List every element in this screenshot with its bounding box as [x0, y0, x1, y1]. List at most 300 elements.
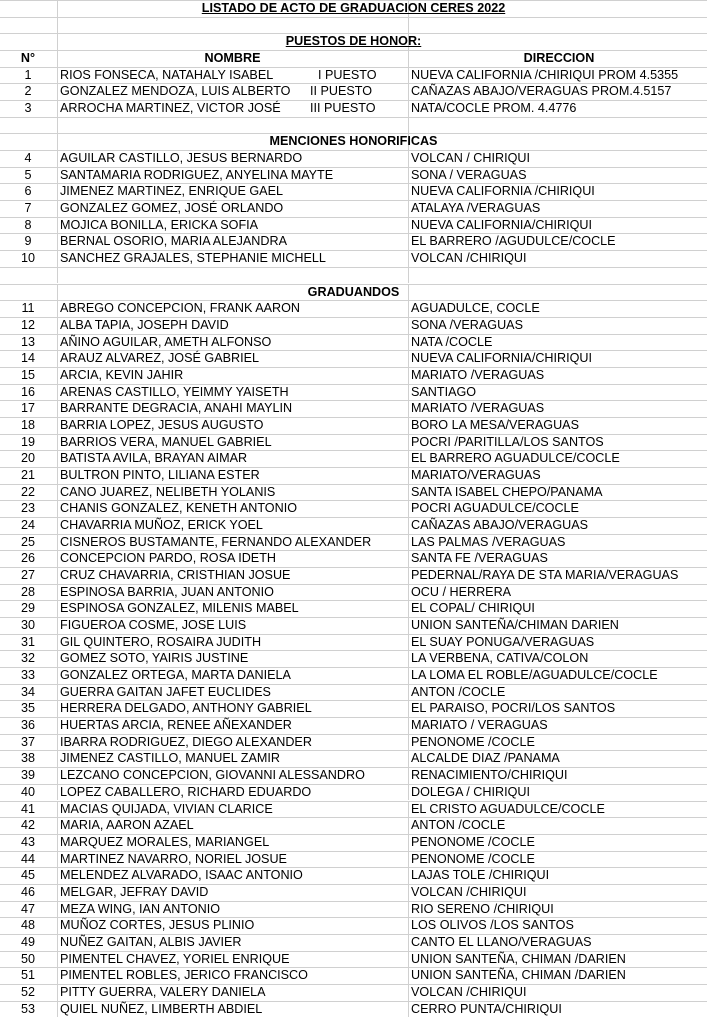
- graduando-row: [0, 500, 707, 517]
- row-number: 3: [24, 101, 32, 116]
- student-name: JIMENEZ MARTINEZ, ENRIQUE GAEL: [60, 184, 283, 199]
- column-gridline: [408, 867, 409, 884]
- student-name: ABREGO CONCEPCION, FRANK AARON: [60, 301, 301, 316]
- student-address: PEDERNAL/RAYA DE STA MARIA/VERAGUAS: [411, 568, 679, 583]
- column-gridline: [408, 951, 409, 968]
- row-number: 33: [20, 668, 35, 683]
- menciones-header-row: [0, 133, 707, 150]
- column-gridline: [57, 584, 58, 601]
- student-address: EL PARAISO, POCRI/LOS SANTOS: [411, 701, 616, 716]
- column-gridline: [408, 500, 409, 517]
- graduando-row: [0, 300, 707, 317]
- column-gridline: [57, 617, 58, 634]
- column-gridline: [57, 750, 58, 767]
- row-number: 9: [24, 234, 32, 249]
- student-name: AÑINO AGUILAR, AMETH ALFONSO: [60, 334, 272, 349]
- column-gridline: [408, 750, 409, 767]
- student-name: GONZALEZ GOMEZ, JOSÉ ORLANDO: [60, 201, 284, 216]
- student-address: MARIATO / VERAGUAS: [411, 718, 548, 733]
- mencion-row: [0, 233, 707, 250]
- column-gridline: [57, 300, 58, 317]
- graduandos-header-row: [0, 284, 707, 301]
- graduando-row: [0, 567, 707, 584]
- row-number: 47: [20, 901, 35, 916]
- student-name: MARQUEZ MORALES, MARIANGEL: [60, 834, 270, 849]
- mencion-row: [0, 217, 707, 234]
- student-name: CISNEROS BUSTAMANTE, FERNANDO ALEXANDER: [60, 534, 372, 549]
- row-number: 17: [20, 401, 35, 416]
- graduando-row: [0, 684, 707, 701]
- column-gridline: [57, 817, 58, 834]
- student-name: SANTAMARIA RODRIGUEZ, ANYELINA MAYTE: [60, 167, 334, 182]
- honor-header-row: [0, 33, 707, 50]
- student-address: SANTA FE /VERAGUAS: [411, 551, 548, 566]
- column-gridline: [57, 1001, 58, 1018]
- student-name: CRUZ CHAVARRIA, CRISTHIAN JOSUE: [60, 568, 291, 583]
- column-gridline: [408, 984, 409, 1001]
- student-address: VOLCAN /CHIRIQUI: [411, 984, 527, 999]
- student-name: LEZCANO CONCEPCION, GIOVANNI ALESSANDRO: [60, 768, 365, 783]
- column-gridline: [57, 500, 58, 517]
- student-name: BERNAL OSORIO, MARIA ALEJANDRA: [60, 234, 287, 249]
- column-gridline: [57, 367, 58, 384]
- student-name: HUERTAS ARCIA, RENEE AÑEXANDER: [60, 718, 292, 733]
- column-gridline: [408, 667, 409, 684]
- mencion-row: [0, 183, 707, 200]
- column-gridline: [57, 901, 58, 918]
- column-gridline: [408, 300, 409, 317]
- column-gridline: [57, 801, 58, 818]
- student-name: ESPINOSA GONZALEZ, MILENIS MABEL: [60, 601, 299, 616]
- graduando-row: [0, 550, 707, 567]
- student-address: RENACIMIENTO/CHIRIQUI: [411, 768, 568, 783]
- row-number: 23: [20, 501, 35, 516]
- column-gridline: [408, 434, 409, 451]
- column-gridline: [408, 117, 409, 134]
- student-name: MELGAR, JEFRAY DAVID: [60, 884, 209, 899]
- student-address: UNION SANTEÑA, CHIMAN /DARIEN: [411, 951, 626, 966]
- student-address: MARIATO /VERAGUAS: [411, 367, 545, 382]
- column-gridline: [408, 801, 409, 818]
- blank-row: [0, 117, 707, 134]
- row-number: 2: [24, 84, 32, 99]
- student-address: EL COPAL/ CHIRIQUI: [411, 601, 535, 616]
- column-gridline: [57, 217, 58, 234]
- student-name: GIL QUINTERO, ROSAIRA JUDITH: [60, 634, 262, 649]
- honor-rank: I PUESTO: [318, 67, 377, 82]
- column-gridline: [408, 67, 409, 84]
- student-address: CAÑAZAS ABAJO/VERAGUAS: [411, 518, 589, 532]
- column-gridline: [408, 50, 409, 67]
- column-gridline: [57, 267, 58, 284]
- student-name: CANO JUAREZ, NELIBETH YOLANIS: [60, 484, 276, 499]
- column-gridline: [408, 250, 409, 267]
- column-gridline: [57, 17, 58, 34]
- column-gridline: [408, 367, 409, 384]
- student-address: PENONOME /COCLE: [411, 734, 535, 749]
- row-number: 8: [24, 217, 32, 232]
- student-name: AGUILAR CASTILLO, JESUS BERNARDO: [60, 151, 303, 166]
- row-number: 11: [21, 301, 35, 316]
- student-name: FIGUEROA COSME, JOSE LUIS: [60, 618, 247, 633]
- graduando-row: [0, 650, 707, 667]
- column-gridline: [408, 650, 409, 667]
- column-gridline: [57, 350, 58, 367]
- row-number: 22: [20, 484, 35, 499]
- column-gridline: [408, 567, 409, 584]
- row-number: 36: [20, 718, 35, 733]
- student-name: PIMENTEL CHAVEZ, YORIEL ENRIQUE: [60, 951, 290, 966]
- column-gridline: [57, 50, 58, 67]
- graduando-row: [0, 1001, 707, 1018]
- blank-row: [0, 267, 707, 284]
- graduando-row: [0, 834, 707, 851]
- graduando-row: [0, 417, 707, 434]
- student-address: PENONOME /COCLE: [411, 851, 535, 866]
- student-address: AGUADULCE, COCLE: [411, 301, 540, 316]
- column-gridline: [57, 984, 58, 1001]
- student-address: NUEVA CALIFORNIA/CHIRIQUI: [411, 217, 593, 232]
- row-number: 52: [20, 984, 35, 999]
- column-gridline: [408, 350, 409, 367]
- honor-row: [0, 100, 707, 117]
- column-gridline: [57, 767, 58, 784]
- graduando-row: [0, 817, 707, 834]
- column-gridline: [57, 834, 58, 851]
- mencion-row: [0, 150, 707, 167]
- column-gridline: [408, 334, 409, 351]
- row-number: 7: [24, 201, 32, 216]
- graduando-row: [0, 967, 707, 984]
- student-name: GONZALEZ ORTEGA, MARTA DANIELA: [60, 668, 291, 683]
- student-name: ALBA TAPIA, JOSEPH DAVID: [60, 317, 229, 332]
- graduando-row: [0, 700, 707, 717]
- student-name: PIMENTEL ROBLES, JERICO FRANCISCO: [60, 968, 308, 983]
- row-number: 43: [20, 834, 35, 849]
- graduando-row: [0, 517, 707, 534]
- graduando-row: [0, 617, 707, 634]
- column-gridline: [57, 233, 58, 250]
- student-address: NUEVA CALIFORNIA /CHIRIQUI: [411, 184, 595, 199]
- row-number: 35: [20, 701, 35, 716]
- row-gridline: [0, 17, 707, 18]
- column-gridline: [57, 951, 58, 968]
- student-name: BARRIOS VERA, MANUEL GABRIEL: [60, 434, 272, 449]
- column-gridline: [57, 567, 58, 584]
- graduando-row: [0, 984, 707, 1001]
- column-gridline: [408, 317, 409, 334]
- column-gridline: [408, 734, 409, 751]
- row-number: 27: [20, 568, 35, 583]
- student-address: NATA/COCLE PROM. 4.4776: [411, 101, 577, 116]
- column-gridline: [408, 417, 409, 434]
- graduando-row: [0, 784, 707, 801]
- student-address: VOLCAN / CHIRIQUI: [411, 151, 530, 166]
- student-name: HERRERA DELGADO, ANTHONY GABRIEL: [60, 701, 312, 716]
- student-address: VOLCAN /CHIRIQUI: [411, 251, 527, 266]
- column-gridline: [408, 600, 409, 617]
- graduando-row: [0, 634, 707, 651]
- row-number: 20: [20, 451, 35, 466]
- row-number: 28: [20, 584, 35, 599]
- column-header-number: N°: [20, 51, 36, 66]
- row-number: 14: [20, 351, 35, 366]
- graduando-row: [0, 951, 707, 968]
- mencion-row: [0, 167, 707, 184]
- column-gridline: [57, 517, 58, 534]
- column-gridline: [408, 183, 409, 200]
- column-header-row: [0, 50, 707, 67]
- student-name: PITTY GUERRA, VALERY DANIELA: [60, 984, 266, 999]
- student-address: LAJAS TOLE /CHIRIQUI: [411, 868, 550, 883]
- honor-row: [0, 83, 707, 100]
- student-name: CHAVARRIA MUÑOZ, ERICK YOEL: [60, 518, 263, 532]
- column-gridline: [408, 150, 409, 167]
- column-gridline: [57, 867, 58, 884]
- student-name: MACIAS QUIJADA, VIVIAN CLARICE: [60, 801, 273, 816]
- column-gridline: [408, 167, 409, 184]
- column-gridline: [408, 917, 409, 934]
- graduando-row: [0, 600, 707, 617]
- row-number: 26: [20, 551, 35, 566]
- row-number: 29: [20, 601, 35, 616]
- column-gridline: [408, 851, 409, 868]
- student-name: GUERRA GAITAN JAFET EUCLIDES: [60, 684, 271, 699]
- column-gridline: [57, 250, 58, 267]
- student-name: MEZA WING, IAN ANTONIO: [60, 901, 221, 916]
- student-name: CONCEPCION PARDO, ROSA IDETH: [60, 551, 276, 566]
- graduando-row: [0, 851, 707, 868]
- column-header-name: NOMBRE: [204, 51, 261, 66]
- column-gridline: [408, 384, 409, 401]
- row-number: 38: [20, 751, 35, 766]
- graduando-row: [0, 767, 707, 784]
- student-address: ANTON /COCLE: [411, 818, 506, 833]
- column-gridline: [57, 734, 58, 751]
- column-gridline: [57, 100, 58, 117]
- student-address: DOLEGA / CHIRIQUI: [411, 784, 530, 799]
- column-gridline: [57, 600, 58, 617]
- graduando-row: [0, 484, 707, 501]
- graduando-row: [0, 901, 707, 918]
- row-number: 51: [20, 968, 35, 983]
- student-name: LOPEZ CABALLERO, RICHARD EDUARDO: [60, 784, 312, 799]
- graduando-row: [0, 400, 707, 417]
- column-gridline: [57, 667, 58, 684]
- row-number: 44: [20, 851, 35, 866]
- column-gridline: [408, 1001, 409, 1018]
- student-name: MARTINEZ NAVARRO, NORIEL JOSUE: [60, 851, 287, 866]
- student-address: ATALAYA /VERAGUAS: [411, 201, 541, 216]
- column-gridline: [57, 484, 58, 501]
- student-name: ARCIA, KEVIN JAHIR: [60, 367, 184, 382]
- student-name: MUÑOZ CORTES, JESUS PLINIO: [60, 918, 255, 933]
- column-gridline: [408, 467, 409, 484]
- student-name: IBARRA RODRIGUEZ, DIEGO ALEXANDER: [60, 734, 312, 749]
- column-gridline: [57, 550, 58, 567]
- column-gridline: [408, 267, 409, 284]
- student-address: BORO LA MESA/VERAGUAS: [411, 417, 579, 432]
- column-gridline: [408, 717, 409, 734]
- student-address: SONA / VERAGUAS: [411, 167, 527, 182]
- student-address: LA LOMA EL ROBLE/AGUADULCE/COCLE: [411, 668, 658, 683]
- student-address: PENONOME /COCLE: [411, 834, 535, 849]
- column-gridline: [57, 117, 58, 134]
- column-gridline: [57, 400, 58, 417]
- row-number: 18: [20, 417, 35, 432]
- student-name: ARAUZ ALVAREZ, JOSÉ GABRIEL: [60, 351, 259, 366]
- column-gridline: [57, 167, 58, 184]
- student-address: EL BARRERO AGUADULCE/COCLE: [411, 451, 620, 466]
- mencion-row: [0, 200, 707, 217]
- student-address: EL BARRERO /AGUDULCE/COCLE: [411, 234, 616, 249]
- column-gridline: [57, 83, 58, 100]
- column-gridline: [57, 417, 58, 434]
- column-gridline: [408, 817, 409, 834]
- column-gridline: [57, 467, 58, 484]
- column-gridline: [57, 884, 58, 901]
- row-number: 19: [20, 434, 35, 449]
- column-gridline: [57, 200, 58, 217]
- row-number: 53: [20, 1001, 35, 1016]
- row-number: 37: [20, 734, 35, 749]
- student-name: MELENDEZ ALVARADO, ISAAC ANTONIO: [60, 868, 303, 883]
- graduando-row: [0, 801, 707, 818]
- column-gridline: [57, 934, 58, 951]
- student-name: MARIA, AARON AZAEL: [60, 818, 194, 833]
- row-number: 1: [24, 67, 32, 82]
- column-gridline: [408, 901, 409, 918]
- row-number: 46: [20, 884, 35, 899]
- row-number: 32: [20, 651, 35, 666]
- student-name: GONZALEZ MENDOZA, LUIS ALBERTO: [60, 84, 291, 99]
- column-gridline: [408, 233, 409, 250]
- column-gridline: [408, 200, 409, 217]
- row-number: 15: [20, 367, 35, 382]
- honor-section-header: PUESTOS DE HONOR:: [285, 34, 422, 49]
- row-number: 13: [20, 334, 35, 349]
- row-number: 34: [20, 684, 35, 699]
- student-address: LA VERBENA, CATIVA/COLON: [411, 651, 589, 666]
- column-gridline: [57, 183, 58, 200]
- student-name: ESPINOSA BARRIA, JUAN ANTONIO: [60, 584, 274, 599]
- column-gridline: [57, 967, 58, 984]
- column-gridline: [408, 217, 409, 234]
- graduando-row: [0, 334, 707, 351]
- student-address: ANTON /COCLE: [411, 684, 506, 699]
- column-gridline: [408, 700, 409, 717]
- honor-row: [0, 67, 707, 84]
- row-number: 16: [20, 384, 35, 399]
- page-title: LISTADO DE ACTO DE GRADUACION CERES 2022: [201, 1, 506, 15]
- column-gridline: [408, 100, 409, 117]
- title-row: [0, 0, 707, 17]
- student-name: CHANIS GONZALEZ, KENETH ANTONIO: [60, 501, 297, 516]
- column-gridline: [408, 550, 409, 567]
- graduando-row: [0, 717, 707, 734]
- student-name: BARRIA LOPEZ, JESUS AUGUSTO: [60, 417, 264, 432]
- row-number: 41: [20, 801, 35, 816]
- graduando-row: [0, 917, 707, 934]
- row-number: 40: [20, 784, 35, 799]
- student-name: JIMENEZ CASTILLO, MANUEL ZAMIR: [60, 751, 280, 766]
- row-number: 50: [20, 951, 35, 966]
- row-number: 48: [20, 918, 35, 933]
- column-gridline: [57, 434, 58, 451]
- column-gridline: [57, 334, 58, 351]
- graduando-row: [0, 884, 707, 901]
- column-gridline: [57, 150, 58, 167]
- column-gridline: [57, 851, 58, 868]
- student-name: SANCHEZ GRAJALES, STEPHANIE MICHELL: [60, 251, 326, 266]
- graduando-row: [0, 317, 707, 334]
- student-name: BARRANTE DEGRACIA, ANAHI MAYLIN: [60, 401, 293, 416]
- column-header-direccion: DIRECCION: [523, 51, 595, 66]
- student-address: EL SUAY PONUGA/VERAGUAS: [411, 634, 595, 649]
- column-gridline: [408, 934, 409, 951]
- honor-rank: II PUESTO: [310, 84, 373, 99]
- student-name: RIOS FONSECA, NATAHALY ISABEL: [60, 67, 274, 82]
- mencion-row: [0, 250, 707, 267]
- student-name: MOJICA BONILLA, ERICKA SOFIA: [60, 217, 259, 232]
- column-gridline: [57, 634, 58, 651]
- column-gridline: [57, 67, 58, 84]
- student-name: BULTRON PINTO, LILIANA ESTER: [60, 467, 260, 482]
- column-gridline: [408, 684, 409, 701]
- column-gridline: [408, 484, 409, 501]
- row-gridline: [0, 267, 707, 268]
- graduando-row: [0, 584, 707, 601]
- column-gridline: [57, 317, 58, 334]
- student-name: GOMEZ SOTO, YAIRIS JUSTINE: [60, 651, 249, 666]
- column-gridline: [408, 834, 409, 851]
- column-gridline: [57, 384, 58, 401]
- row-number: 4: [24, 151, 32, 166]
- column-gridline: [408, 584, 409, 601]
- student-address: MARIATO /VERAGUAS: [411, 401, 545, 416]
- row-number: 42: [20, 818, 35, 833]
- honor-rank: III PUESTO: [310, 101, 376, 116]
- row-number: 31: [20, 634, 35, 649]
- column-gridline: [408, 517, 409, 534]
- row-gridline: [0, 117, 707, 118]
- student-address: OCU / HERRERA: [411, 584, 512, 599]
- column-gridline: [57, 684, 58, 701]
- row-number: 6: [24, 184, 32, 199]
- student-address: RIO SERENO /CHIRIQUI: [411, 901, 554, 916]
- student-name: NUÑEZ GAITAN, ALBIS JAVIER: [60, 934, 242, 949]
- student-address: POCRI /PARITILLA/LOS SANTOS: [411, 434, 604, 449]
- graduando-row: [0, 350, 707, 367]
- graduando-row: [0, 384, 707, 401]
- row-number: 5: [24, 167, 32, 182]
- graduando-row: [0, 934, 707, 951]
- column-gridline: [408, 617, 409, 634]
- graduando-row: [0, 867, 707, 884]
- student-address: POCRI AGUADULCE/COCLE: [411, 501, 579, 516]
- student-address: CAÑAZAS ABAJO/VERAGUAS PROM.4.5157: [411, 84, 672, 99]
- student-address: SONA /VERAGUAS: [411, 317, 523, 332]
- column-gridline: [408, 17, 409, 34]
- column-gridline: [57, 717, 58, 734]
- column-gridline: [57, 450, 58, 467]
- student-address: SANTIAGO: [411, 384, 477, 399]
- row-number: 12: [20, 317, 35, 332]
- column-gridline: [408, 767, 409, 784]
- student-address: CANTO EL LLANO/VERAGUAS: [411, 934, 592, 949]
- column-gridline: [408, 884, 409, 901]
- student-address: ALCALDE DIAZ /PANAMA: [411, 751, 560, 766]
